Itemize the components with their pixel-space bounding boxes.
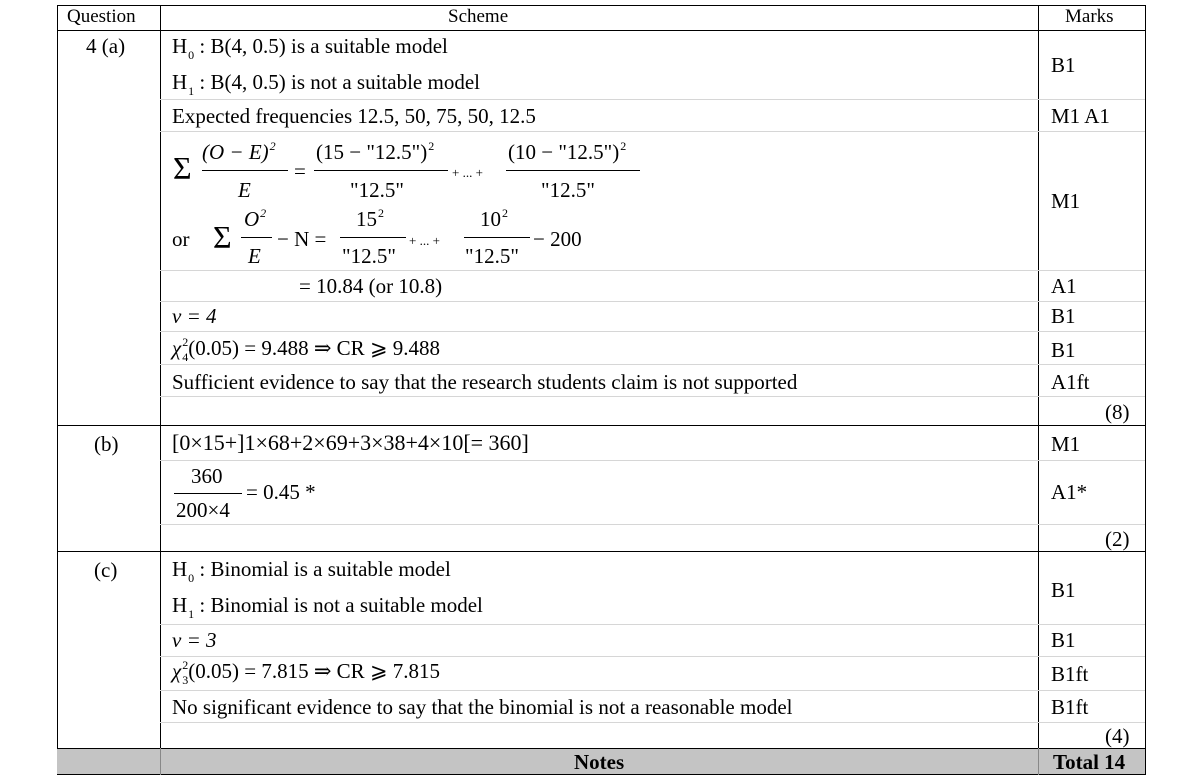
equals-sign: = bbox=[294, 159, 306, 183]
subtotal-a: (8) bbox=[1105, 400, 1130, 424]
part-c-label: (c) bbox=[94, 558, 118, 582]
notes-divider bbox=[160, 748, 161, 775]
alt-hypothesis-c bbox=[172, 593, 483, 621]
alt-fraction1-numerator-text: 15 bbox=[356, 207, 377, 231]
alt-fraction2-numerator bbox=[480, 206, 508, 231]
part-divider bbox=[57, 425, 1146, 426]
h-letter: H bbox=[172, 34, 188, 58]
expected-frequencies: Expected frequencies 12.5, 50, 75, 50, 12.5 bbox=[172, 104, 536, 128]
table-top-border bbox=[57, 5, 1146, 6]
chi-subscript: 3 bbox=[182, 673, 189, 687]
mark-chi-a: B1 bbox=[1051, 338, 1076, 362]
degrees-of-freedom-c: ν = 3 bbox=[172, 628, 217, 652]
alt-fraction1-denominator: "12.5" bbox=[342, 244, 396, 268]
chi-exponent: 2 bbox=[182, 335, 189, 349]
degrees-of-freedom-a: ν = 4 bbox=[172, 304, 217, 328]
mark-hypotheses-a: B1 bbox=[1051, 53, 1076, 77]
mark-sum: M1 bbox=[1051, 189, 1081, 213]
part-b-label: (b) bbox=[94, 432, 119, 456]
p-denominator: 200×4 bbox=[176, 498, 230, 522]
test-statistic-result: = 10.84 (or 10.8) bbox=[299, 274, 443, 298]
square-exponent: 2 bbox=[620, 139, 627, 153]
alt-denominator: E bbox=[248, 244, 261, 268]
header-marks: Marks bbox=[1065, 6, 1114, 27]
sum-numerator-text: (O − E) bbox=[202, 140, 269, 164]
row-divider bbox=[160, 722, 1145, 723]
null-hypothesis-c bbox=[172, 557, 451, 585]
h0-subscript: 0 bbox=[188, 48, 195, 62]
mark-b1: M1 bbox=[1051, 432, 1081, 456]
mark-nu-c: B1 bbox=[1051, 628, 1076, 652]
fraction1-denominator: "12.5" bbox=[350, 178, 404, 202]
notes-bottom-border bbox=[57, 774, 1146, 775]
row-divider bbox=[160, 690, 1145, 691]
row-divider bbox=[160, 624, 1145, 625]
conclusion-a: Sufficient evidence to say that the research students claim is not supported bbox=[172, 370, 798, 394]
header-question: Question bbox=[67, 6, 136, 27]
row-divider bbox=[160, 99, 1145, 100]
h1-subscript: 1 bbox=[188, 84, 195, 98]
chi-subscript: 4 bbox=[182, 350, 189, 364]
h0-text: : Binomial is a suitable model bbox=[199, 557, 451, 581]
alt-numerator bbox=[244, 206, 267, 231]
square-exponent: 2 bbox=[428, 139, 435, 153]
notes-heading: Notes bbox=[574, 750, 625, 774]
grand-total: Total 14 bbox=[1053, 750, 1126, 774]
sigma-symbol: Σ bbox=[173, 150, 192, 186]
part-a-label: 4 (a) bbox=[86, 34, 126, 58]
alt-minus-200: − 200 bbox=[533, 227, 582, 251]
h-letter: H bbox=[172, 70, 188, 94]
question-column-border bbox=[160, 5, 161, 775]
h1-text: : Binomial is not a suitable model bbox=[199, 593, 483, 617]
header-scheme: Scheme bbox=[448, 6, 509, 27]
row-divider bbox=[160, 396, 1145, 397]
chi-symbol: χ bbox=[172, 659, 182, 683]
row-divider bbox=[160, 270, 1145, 271]
row-divider bbox=[160, 364, 1145, 365]
alt-fraction2-denominator: "12.5" bbox=[465, 244, 519, 268]
fraction-bar bbox=[174, 493, 242, 494]
square-exponent: 2 bbox=[260, 206, 267, 220]
fraction-bar bbox=[340, 237, 406, 238]
mean-calculation: [0×15+]1×68+2×69+3×38+4×10[= 360] bbox=[172, 430, 529, 455]
square-exponent: 2 bbox=[269, 139, 276, 153]
mark-chi-c: B1ft bbox=[1051, 662, 1089, 686]
square-exponent: 2 bbox=[502, 206, 508, 220]
mark-expected: M1 A1 bbox=[1051, 104, 1110, 128]
fraction2-numerator bbox=[508, 139, 627, 164]
square-exponent: 2 bbox=[378, 206, 384, 220]
h0-text: : B(4, 0.5) is a suitable model bbox=[199, 34, 448, 58]
row-divider bbox=[160, 524, 1145, 525]
notes-divider bbox=[1038, 748, 1039, 775]
row-divider bbox=[160, 656, 1145, 657]
sum-numerator bbox=[202, 139, 276, 164]
null-hypothesis-a bbox=[172, 34, 448, 62]
chi-symbol: χ bbox=[172, 336, 182, 360]
fraction-bar bbox=[314, 170, 448, 171]
subtotal-c: (4) bbox=[1105, 724, 1130, 748]
row-divider bbox=[160, 331, 1145, 332]
p-numerator: 360 bbox=[191, 464, 223, 488]
mark-conclusion-a: A1ft bbox=[1051, 370, 1090, 394]
h1-subscript: 1 bbox=[188, 607, 195, 621]
subtotal-b: (2) bbox=[1105, 527, 1130, 551]
row-divider bbox=[160, 460, 1145, 461]
mark-conclusion-c: B1ft bbox=[1051, 695, 1089, 719]
critical-value-c bbox=[172, 658, 441, 687]
marks-column-border bbox=[1038, 5, 1039, 775]
critical-region-text: (0.05) = 9.488 ⇒ CR ⩾ 9.488 bbox=[188, 336, 441, 360]
chi-exponent: 2 bbox=[182, 658, 189, 672]
part-divider bbox=[57, 551, 1146, 552]
sum-denominator: E bbox=[238, 178, 251, 202]
p-result: = 0.45 * bbox=[246, 480, 316, 504]
critical-value-a bbox=[172, 335, 441, 364]
h1-text: : B(4, 0.5) is not a suitable model bbox=[199, 70, 480, 94]
fraction-bar bbox=[202, 170, 288, 171]
h0-subscript: 0 bbox=[188, 571, 195, 585]
or-text: or bbox=[172, 227, 190, 251]
fraction2-denominator: "12.5" bbox=[541, 178, 595, 202]
h-letter: H bbox=[172, 593, 188, 617]
fraction-bar bbox=[506, 170, 640, 171]
table-left-border bbox=[57, 5, 58, 775]
table-right-border bbox=[1145, 5, 1146, 775]
alt-fraction2-numerator-text: 10 bbox=[480, 207, 501, 231]
mark-result: A1 bbox=[1051, 274, 1077, 298]
fraction1-numerator-text: (15 − "12.5") bbox=[316, 140, 428, 164]
alt-plus-ellipsis: + ... + bbox=[409, 233, 440, 248]
alt-minus-n: − N = bbox=[277, 227, 327, 251]
mark-b2: A1* bbox=[1051, 480, 1088, 504]
mark-hypotheses-c: B1 bbox=[1051, 578, 1076, 602]
conclusion-c: No significant evidence to say that the binomial is not a reasonable model bbox=[172, 695, 793, 719]
plus-ellipsis: + ... + bbox=[452, 165, 483, 180]
fraction1-numerator bbox=[316, 139, 435, 164]
alt-hypothesis-a bbox=[172, 70, 480, 98]
fraction2-numerator-text: (10 − "12.5") bbox=[508, 140, 620, 164]
critical-region-text: (0.05) = 7.815 ⇒ CR ⩾ 7.815 bbox=[188, 659, 441, 683]
alt-fraction1-numerator bbox=[356, 206, 384, 231]
mark-nu-a: B1 bbox=[1051, 304, 1076, 328]
header-bottom-border bbox=[57, 30, 1146, 31]
h-letter: H bbox=[172, 557, 188, 581]
row-divider bbox=[160, 131, 1145, 132]
sigma-symbol-alt: Σ bbox=[213, 219, 232, 255]
fraction-bar bbox=[241, 237, 272, 238]
notes-top-border bbox=[57, 748, 1146, 749]
row-divider bbox=[160, 301, 1145, 302]
alt-numerator-text: O bbox=[244, 207, 260, 231]
fraction-bar bbox=[464, 237, 530, 238]
